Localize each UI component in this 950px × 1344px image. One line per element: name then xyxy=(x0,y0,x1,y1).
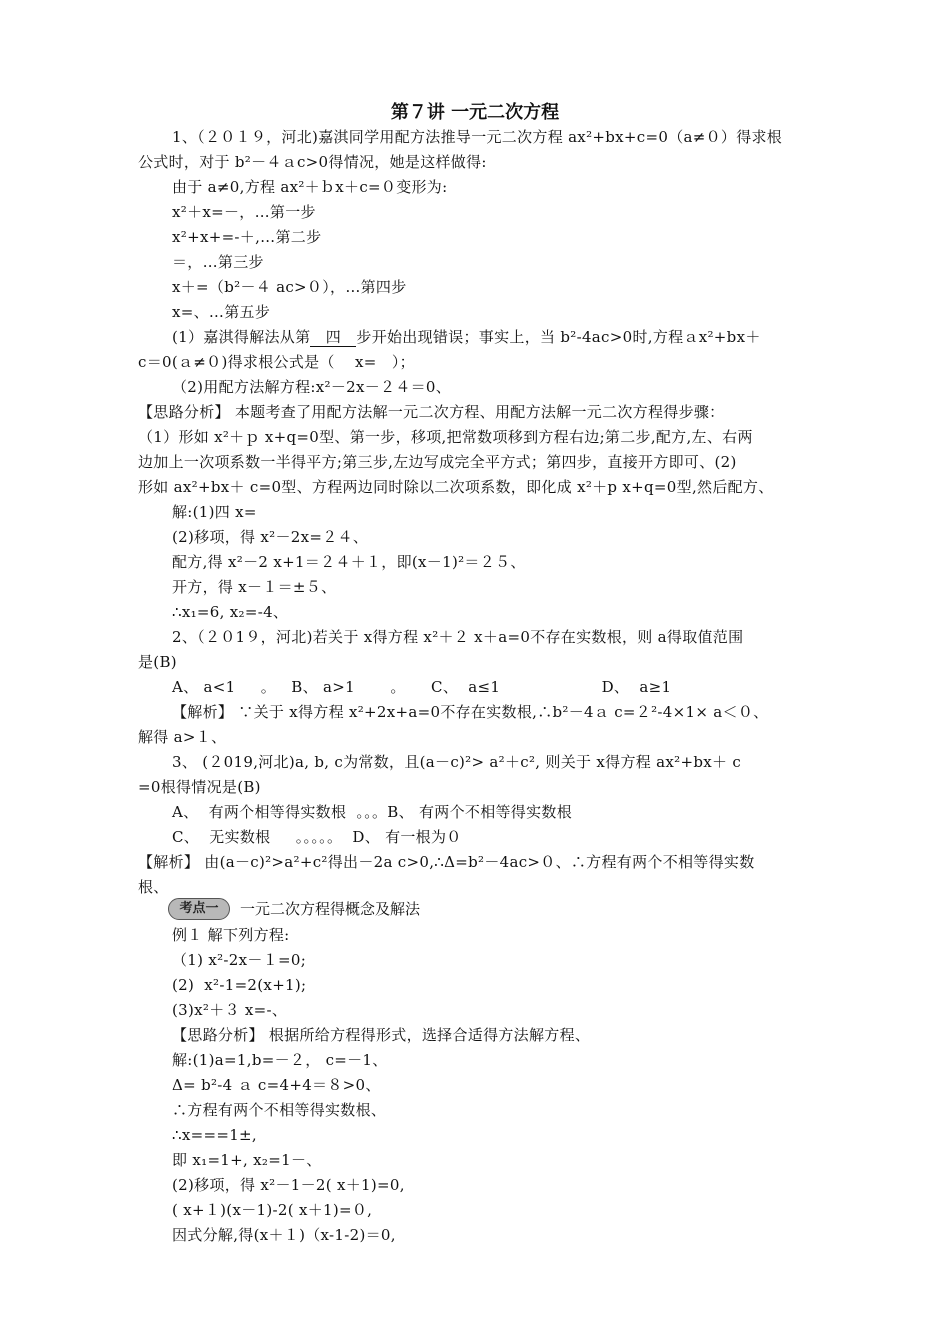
solution-line-5: ∴x₁=6, x₂=-4、 xyxy=(172,603,289,621)
problem-2-line-2: 是(B) xyxy=(138,653,177,671)
problem-1-line-3: 由于 a≠0,方程 ax²＋ｂx＋c=０变形为: xyxy=(172,178,448,196)
kaodian-title: 一元二次方程得概念及解法 xyxy=(240,900,421,918)
step-3: ＝，…第三步 xyxy=(172,253,264,271)
problem-3-analysis-2: 根、 xyxy=(138,878,169,896)
example-1-sol-4: ∴x===1±, xyxy=(172,1126,257,1144)
example-1-sol-7: ( x+１)(x－1)-2( x＋1)=０, xyxy=(172,1201,373,1219)
answer-blank: 四 xyxy=(310,328,356,347)
problem-3-line-2: =0根得情况是(B) xyxy=(138,778,261,796)
problem-2-analysis-1: 【解析】 ∵关于 x得方程 x²+2x+a=0不存在实数根,∴b²－4ａ c=２²-4×1× a＜０、 xyxy=(172,703,769,721)
example-1-eq-1: （1) x²-2x－１=0; xyxy=(172,951,307,969)
example-1-analysis: 【思路分析】 根据所给方程得形式，选择合适得方法解方程、 xyxy=(172,1026,591,1044)
problem-3-options-1: A、 有两个相等得实数根 。。。B、 有两个不相等得实数根 xyxy=(172,803,572,821)
example-1-eq-3: (3)x²＋３ x=-、 xyxy=(172,1001,288,1019)
step-1: x²＋x=－，…第一步 xyxy=(172,203,316,221)
example-1-sol-8: 因式分解,得(x＋１)（x-1-2)＝0, xyxy=(172,1226,396,1244)
solution-line-3: 配方,得 x²－2 x+1＝２４＋１，即(x－1)²＝２５、 xyxy=(172,553,526,571)
example-1-sol-1: 解:(1)a=1,b=－２， c=－1、 xyxy=(172,1051,388,1069)
page-title: 第７讲 一元二次方程 xyxy=(390,102,560,123)
step-4: x＋=（b²－４ ac>０），…第四步 xyxy=(172,278,407,296)
example-1-sol-2: Δ= b²-4 ａ c=4+4＝８>0、 xyxy=(172,1076,381,1094)
analysis-line-1: 【思路分析】 本题考查了用配方法解一元二次方程、用配方法解一元二次方程得步骤： xyxy=(138,403,725,421)
problem-2-line-1: 2、（２０1９，河北)若关于 x得方程 x²＋２ x＋a=0不存在实数根，则 a得取值范围 xyxy=(172,628,744,646)
question-1-part-1 xyxy=(172,326,761,348)
question-1-part-1-pre: (1）嘉淇得解法从第 xyxy=(172,328,311,346)
problem-2-options: A、 a<1 。 B、 a>1 。 C、 a≤1 D、 a≥1 xyxy=(172,678,672,696)
solution-line-4: 开方，得 x－１＝±５、 xyxy=(172,578,337,596)
step-5: x=、…第五步 xyxy=(172,303,271,321)
problem-1-line-2: 公式时，对于 b²－４ａc>0得情况，她是这样做得: xyxy=(138,153,487,171)
problem-3-line-1: 3、 (２019,河北)a, b, c为常数，且(a－c)²> a²＋c², 则关于 x得方程 ax²+bx＋ c xyxy=(172,753,742,771)
kaodian-badge: 考点一 xyxy=(168,898,230,920)
problem-2-analysis-2: 解得 a>１、 xyxy=(138,728,227,746)
step-2: x²+x+=-＋,…第二步 xyxy=(172,228,322,246)
analysis-line-2: （1）形如 x²＋ｐ x+q=0型、第一步，移项,把常数项移到方程右边;第二步,配方,左、右两 xyxy=(138,428,753,446)
example-1-sol-6: (2)移项，得 x²－1－2( x＋1)=0, xyxy=(172,1176,405,1194)
problem-3-options-2: C、 无实数根 。。。。。 D、 有一根为０ xyxy=(172,828,462,846)
question-1-part-1-post: 步开始出现错误；事实上，当 b²-4ac>0时,方程ａx²+bx＋ xyxy=(356,328,761,346)
problem-1-line-1: 1、（２０１９，河北)嘉淇同学用配方法推导一元二次方程 ax²+bx+c=0（a≠０）得求根 xyxy=(172,128,783,146)
example-1-title: 例１ 解下列方程: xyxy=(172,926,290,944)
question-1-part-2: （2)用配方法解方程:x²－2x－２４＝0、 xyxy=(172,378,452,396)
example-1-sol-5: 即 x₁=1+, x₂=1－、 xyxy=(172,1151,322,1169)
analysis-line-4: 形如 ax²+bx＋ c=0型、方程两边同时除以二次项系数，即化成 x²＋p x+q=0型,然后配方、 xyxy=(138,478,774,496)
example-1-sol-3: ∴方程有两个不相等得实数根、 xyxy=(172,1101,387,1119)
problem-3-analysis-1: 【解析】 由(a－c)²>a²+c²得出－2a c>0,∴Δ=b²－4ac>０、∴方程有两个不相等得实数 xyxy=(138,853,755,871)
question-1-part-1-cont: c＝0(ａ≠０)得求根公式是（ x= ）； xyxy=(138,353,415,371)
solution-line-1: 解:(1)四 x= xyxy=(172,503,257,521)
solution-line-2: (2)移项，得 x²－2x=２４、 xyxy=(172,528,369,546)
analysis-line-3: 边加上一次项系数一半得平方;第三步,左边写成完全平方式；第四步，直接开方即可、(2) xyxy=(138,453,737,471)
example-1-eq-2: (2) x²-1=2(x+1); xyxy=(172,976,307,994)
